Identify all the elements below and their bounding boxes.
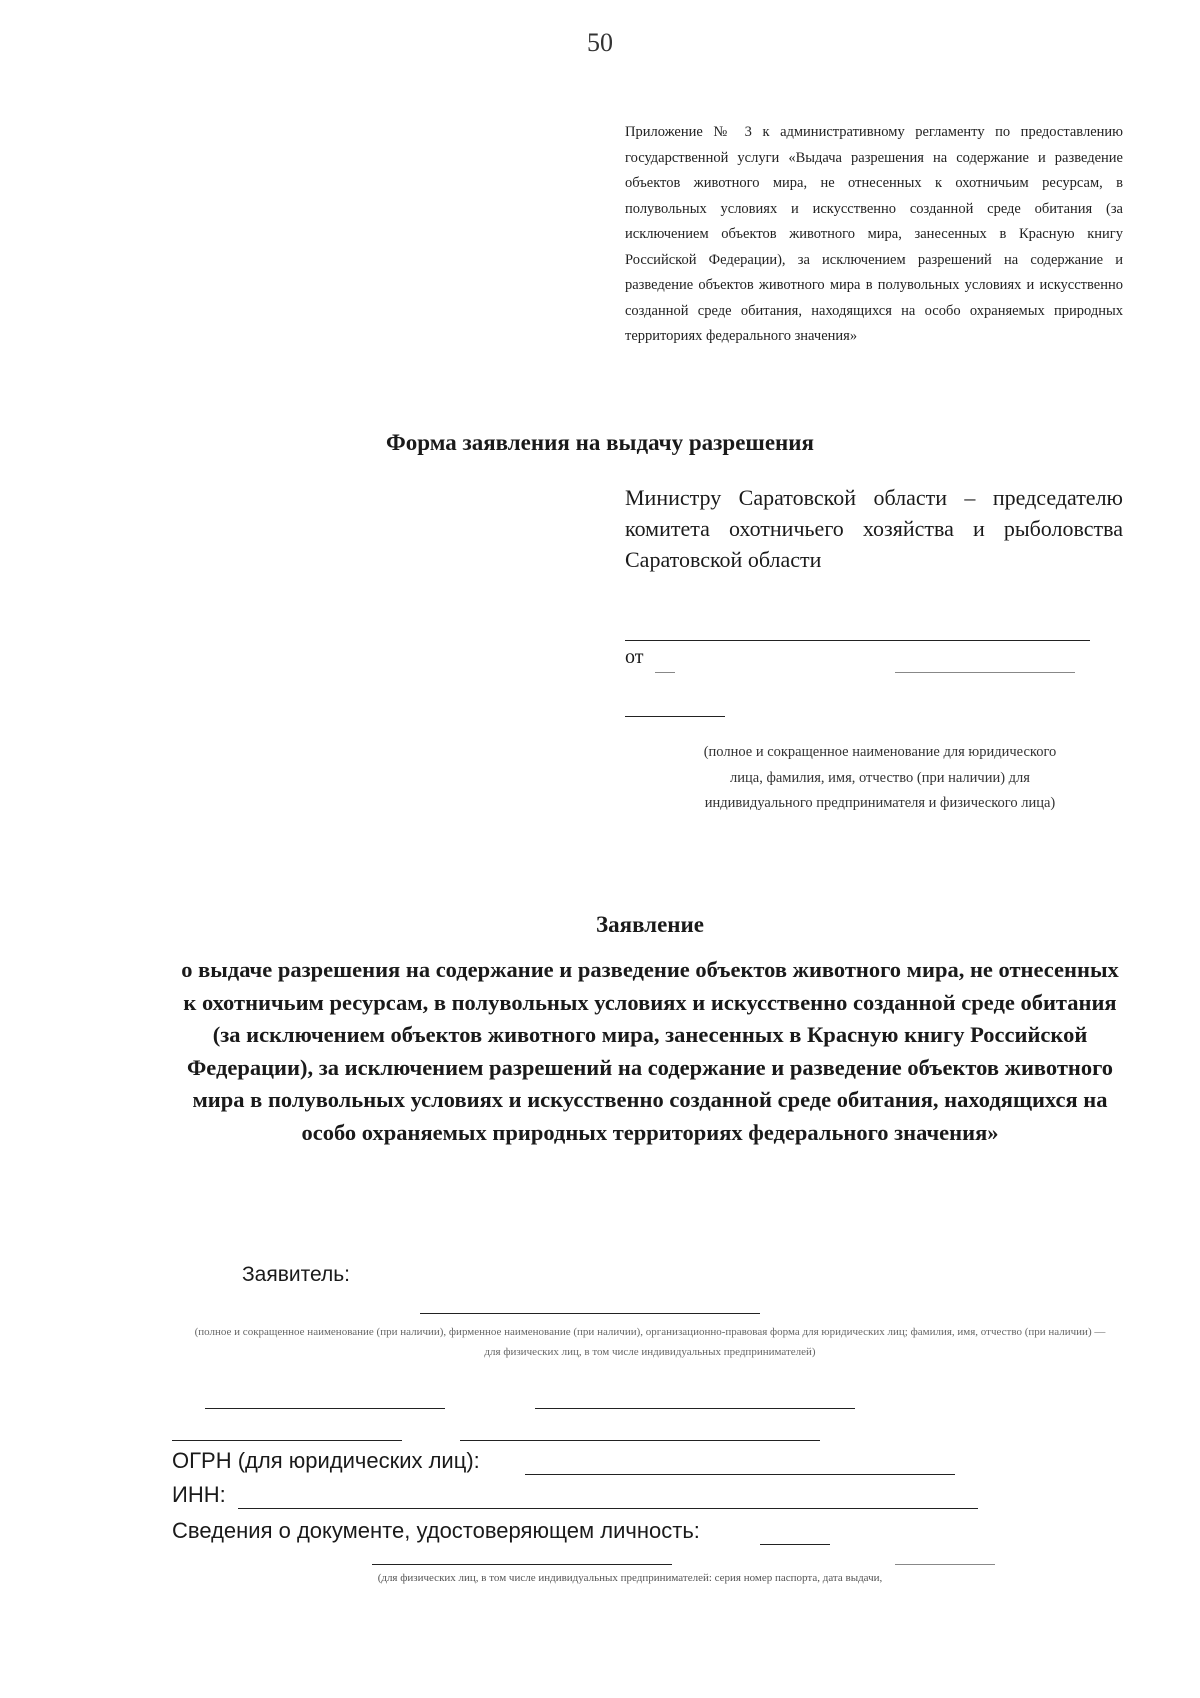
blank-line-2b [460, 1440, 820, 1441]
appendix-note: Приложение № 3 к административному регламенту по предоставлению государственной услуги «Выдача разрешения на содержание и разведение объектов животного мира, не отнесенных к охотничьим ресурсам, в полувольных условиях и искусственно созданной среде обитания (за исключением объектов животного мира, занесенных в Красную книгу Российской Федерации), за исключением разрешений на содержание и разведение объектов животного мира в полувольных условиях и искусственно созданной среде обитания, находящихся на особо охраняемых природных территориях федерального значения» [625, 124, 1123, 344]
statement-body: о выдаче разрешения на содержание и разведение объектов животного мира, не отнесенных к охотничьим ресурсам, в полувольных условиях и искусственно созданной среде обитания (за исключением объектов животного мира, занесенных в Красную книгу Российской Федерации), за исключением разрешений на содержание и разведение объектов животного мира в полувольных условиях и искусственно созданной среде обитания, находящихся на особо охраняемых природных территориях федерального значения» [181, 957, 1119, 1145]
inn-label: ИНН: [172, 1482, 226, 1507]
ogrn-line[interactable] [525, 1474, 955, 1475]
inn-line[interactable] [238, 1508, 978, 1509]
from-line-2 [655, 672, 675, 673]
document-caption: (для физических лиц, в том числе индивидуальных предпринимателей: серия номер паспорта, дата выдачи, [377, 1572, 883, 1584]
applicant-caption: (полное и сокращенное наименование (при наличии), фирменное наименование (при наличии), организационно-правовая форма для юридических лиц; фамилия, имя, отчество (при наличии) — для физических лиц, в том числе индивидуальных предпринимателей) [194, 1326, 1106, 1358]
from-line-4 [625, 716, 725, 717]
ogrn-label: ОГРН (для юридических лиц): [172, 1448, 480, 1473]
addressee-block: Министру Саратовской области – председателю комитета охотничьего хозяйства и рыболовства Саратовской области [625, 485, 1123, 572]
document-line[interactable] [760, 1544, 830, 1545]
from-label: от [625, 646, 644, 668]
statement-title: Заявление [595, 912, 705, 937]
blank-line-2a [172, 1440, 402, 1441]
page-number: 50 [587, 28, 613, 57]
document-label: Сведения о документе, удостоверяющем личность: [172, 1518, 700, 1543]
from-line-1 [625, 640, 1090, 641]
applicant-label: Заявитель: [242, 1263, 351, 1286]
blank-line-1a [205, 1408, 445, 1409]
blank-line-1b [535, 1408, 855, 1409]
from-line-3 [895, 672, 1075, 673]
from-caption: (полное и сокращенное наименование для юридического лица, фамилия, имя, отчество (при наличии) для индивидуального предпринимателя и физического лица) [703, 744, 1057, 811]
form-title: Форма заявления на выдачу разрешения [386, 430, 814, 455]
blank-line-3b [895, 1564, 995, 1565]
blank-line-3 [372, 1564, 672, 1565]
applicant-line [420, 1313, 760, 1314]
